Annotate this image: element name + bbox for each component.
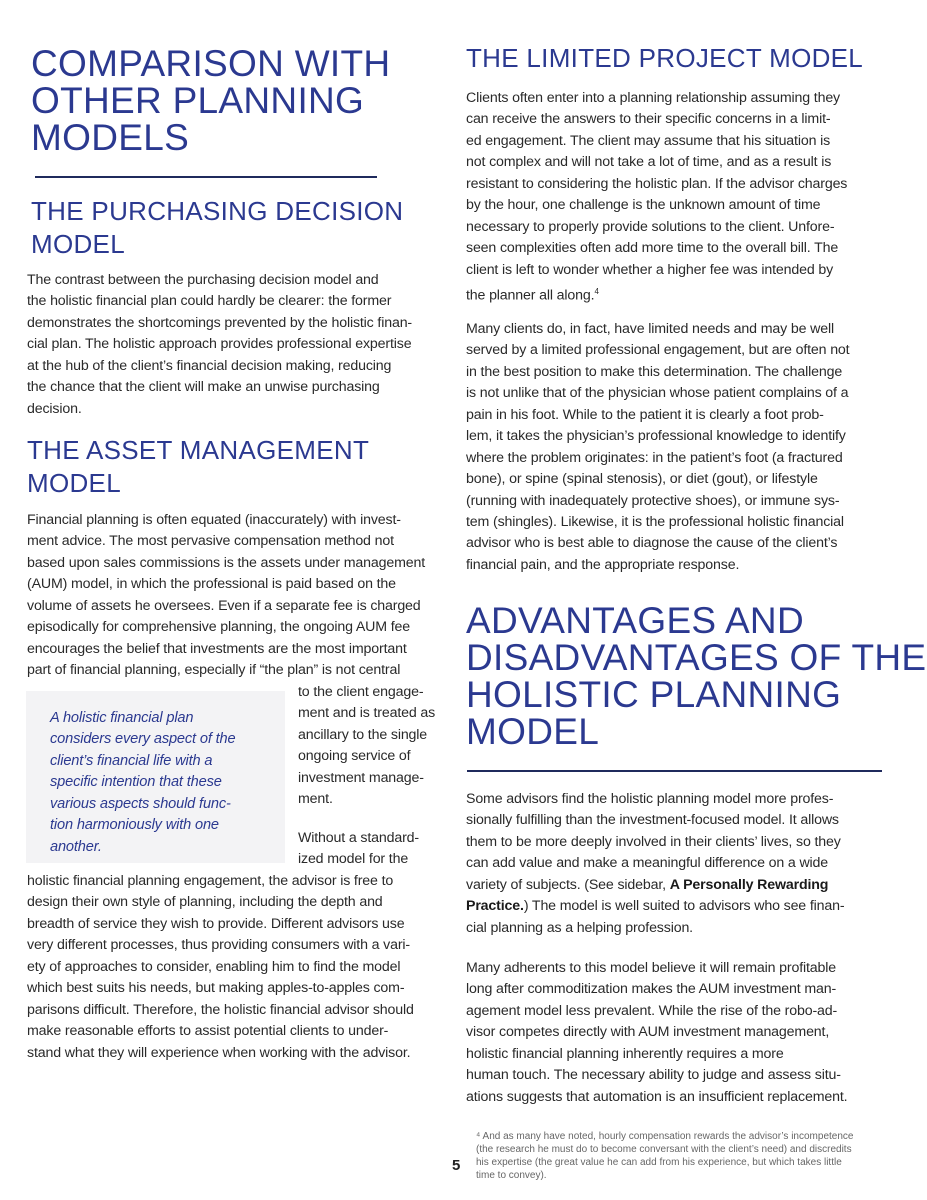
text-line: THE ASSET MANAGEMENT (27, 435, 370, 465)
text-line: visor competes directly with AUM investment management, (466, 1024, 830, 1041)
text-line: client is left to wonder whether a higher fee was intended by (466, 261, 834, 278)
advantages-heading (466, 602, 926, 750)
text-line: bone), or spine (spinal stenosis), or diet (gout), or lifestyle (466, 471, 818, 488)
text-line: in the best position to make this determination. The challenge (466, 363, 843, 380)
text-line: ment and is treated as (298, 705, 436, 722)
limited-project-body-2 (466, 319, 849, 576)
text-line: various aspects should func- (50, 795, 231, 812)
text-line (466, 281, 847, 302)
text-line (466, 896, 844, 917)
text-line: client’s financial life with a (50, 752, 213, 769)
text-line: ized model for the (298, 851, 409, 868)
text-line: MODEL (27, 468, 121, 498)
text-segment: variety of subjects. (See sidebar, (466, 876, 670, 893)
text-line: parisons difficult. Therefore, the holistic financial advisor should (27, 1001, 414, 1018)
text-line: considers every aspect of the (50, 731, 236, 748)
text-line: part of financial planning, especially if “the plan” is not central (27, 662, 401, 679)
text-line: MODEL (31, 229, 125, 259)
text-line: tem (shingles). Likewise, it is the professional holistic financial (466, 513, 844, 530)
limited-project-body-1 (466, 88, 847, 302)
text-line: to the client engage- (298, 684, 424, 700)
text-line: served by a limited professional engagement, but are often not (466, 342, 850, 359)
text-line: MODEL (466, 711, 600, 752)
text-line: The contrast between the purchasing decision model and (27, 272, 379, 288)
text-line: the holistic financial plan could hardly be clearer: the former (27, 293, 392, 310)
title-divider (35, 176, 377, 178)
purchasing-decision-body (27, 270, 412, 420)
footnote-ref: 4 (594, 286, 599, 296)
text-line: resistant to considering the holistic plan. If the advisor charges (466, 175, 848, 192)
text-line: advisor who is best able to diagnose the cause of the client’s (466, 535, 838, 552)
asset-management-body-2 (27, 871, 414, 1064)
text-line: based upon sales commissions is the assets under management (27, 554, 426, 571)
text-line: the chance that the client will make an unwise purchasing (27, 379, 380, 396)
text-line: DISADVANTAGES OF THE (466, 637, 927, 678)
text-line: volume of assets he oversees. Even if a separate fee is charged (27, 597, 421, 614)
text-line: cial planning as a helping profession. (466, 919, 693, 936)
text-line: (AUM) model, in which the professional is paid based on the (27, 576, 396, 593)
text-line: necessary to properly provide solutions to the client. Unfore- (466, 218, 835, 235)
advantages-body-1 (466, 789, 844, 939)
text-line: ment advice. The most pervasive compensation method not (27, 533, 394, 550)
text-line: financial pain, and the appropriate response. (466, 556, 740, 573)
text-line: cial plan. The holistic approach provides professional expertise (27, 336, 412, 353)
text-line: OTHER PLANNING (31, 80, 365, 121)
pull-quote-text (50, 708, 235, 858)
text-line: pain in his foot. While to the patient it is clearly a foot prob- (466, 406, 824, 423)
text-line: THE PURCHASING DECISION (31, 196, 404, 226)
asset-management-wrap-1 (298, 682, 435, 811)
text-line: make reasonable efforts to assist potential clients to under- (27, 1023, 389, 1040)
pull-quote-box (26, 691, 285, 863)
text-line: MODELS (31, 117, 190, 158)
text-line: at the hub of the client’s financial decision making, reducing (27, 357, 392, 374)
advantages-divider (467, 770, 882, 772)
text-line: where the problem originates: in the patient’s foot (a fractured (466, 449, 843, 466)
asset-management-wrap-2 (298, 828, 419, 871)
text-line: ongoing service of (298, 748, 411, 765)
text-line: (running with inadequately protective shoes), or immune sys- (466, 492, 840, 509)
text-line: sionally fulfilling than the investment-focused model. It allows (466, 812, 839, 829)
text-line: another. (50, 838, 102, 855)
text-line: specific intention that these (50, 774, 222, 791)
text-line: ⁴ And as many have noted, hourly compensation rewards the advisor’s incompetence (476, 1131, 854, 1142)
purchasing-decision-heading (31, 195, 403, 261)
text-line: can receive the answers to their specific concerns in a limit- (466, 111, 831, 128)
page-number: 5 (452, 1157, 461, 1174)
text-line: Many clients do, in fact, have limited needs and may be well (466, 321, 834, 337)
text-line (466, 875, 844, 896)
text-line: COMPARISON WITH (31, 43, 391, 84)
text-line: investment manage- (298, 769, 424, 786)
text-line: ations suggests that automation is an insufficient replacement. (466, 1088, 848, 1105)
advantages-body-2 (466, 958, 847, 1108)
text-line: HOLISTIC PLANNING (466, 674, 842, 715)
text-line: Many adherents to this model believe it will remain profitable (466, 960, 837, 976)
text-line: Financial planning is often equated (inaccurately) with invest- (27, 512, 401, 528)
text-line: holistic financial planning engagement, the advisor is free to (27, 873, 394, 889)
text-line: by the hour, one challenge is the unknown amount of time (466, 197, 821, 214)
text-segment: the planner all along. (466, 287, 595, 304)
asset-management-body-1 (27, 510, 425, 682)
text-line: his expertise (the great value he can add from his experience, but which takes little (476, 1157, 842, 1168)
text-line: seen complexities often add more time to the overall bill. The (466, 240, 839, 257)
text-line: design their own style of planning, including the depth and (27, 894, 383, 911)
text-line: tion harmoniously with one (50, 817, 219, 834)
text-line: very different processes, thus providing consumers with a vari- (27, 937, 410, 954)
text-line: (the research he must do to become conversant with the client’s need) and discredits (476, 1144, 852, 1155)
text-line: holistic financial planning inherently requires a more (466, 1045, 784, 1062)
text-line: Some advisors find the holistic planning model more profes- (466, 791, 834, 807)
text-line: A holistic financial plan (50, 710, 194, 726)
text-line: stand what they will experience when working with the advisor. (27, 1044, 411, 1061)
text-line: ment. (298, 791, 333, 808)
text-line: demonstrates the shortcomings prevented by the holistic finan- (27, 314, 413, 331)
text-line: lem, it takes the physician’s professional knowledge to identify (466, 428, 846, 445)
text-line: them to be more deeply involved in their clients’ lives, so they (466, 833, 841, 850)
text-line: which best suits his needs, but making apples-to-apples com- (27, 980, 405, 997)
footnote-4 (476, 1130, 853, 1182)
limited-project-heading (466, 42, 863, 75)
text-line: time to convey). (476, 1170, 547, 1181)
text-line: can add value and make a meaningful difference on a wide (466, 855, 829, 872)
text-line: human touch. The necessary ability to judge and assess situ- (466, 1067, 841, 1084)
text-line: episodically for comprehensive planning, the ongoing AUM fee (27, 619, 410, 636)
text-line: ed engagement. The client may assume that his situation is (466, 132, 831, 149)
text-segment: ) The model is well suited to advisors who see finan- (523, 898, 845, 915)
bold-text: Practice. (466, 898, 524, 915)
text-line: Clients often enter into a planning relationship assuming they (466, 90, 840, 106)
text-line: ancillary to the single (298, 726, 428, 743)
asset-management-heading (27, 434, 369, 500)
text-line: encourages the belief that investments are the most important (27, 640, 407, 657)
bold-text: A Personally Rewarding (669, 876, 829, 893)
text-line: not complex and will not take a lot of time, and as a result is (466, 154, 832, 171)
text-line: THE LIMITED PROJECT MODEL (466, 43, 864, 73)
text-line: decision. (27, 400, 82, 417)
page-title (31, 45, 390, 156)
text-line: Without a standard- (298, 830, 419, 846)
text-line: breadth of service they wish to provide. Different advisors use (27, 915, 405, 932)
text-line: ety of approaches to consider, enabling him to find the model (27, 958, 401, 975)
text-line: is not unlike that of the physician whose patient complains of a (466, 385, 849, 402)
text-line: agement model less prevalent. While the rise of the robo-ad- (466, 1002, 838, 1019)
text-line: long after commoditization makes the AUM investment man- (466, 981, 837, 998)
text-line: ADVANTAGES AND (466, 600, 804, 641)
